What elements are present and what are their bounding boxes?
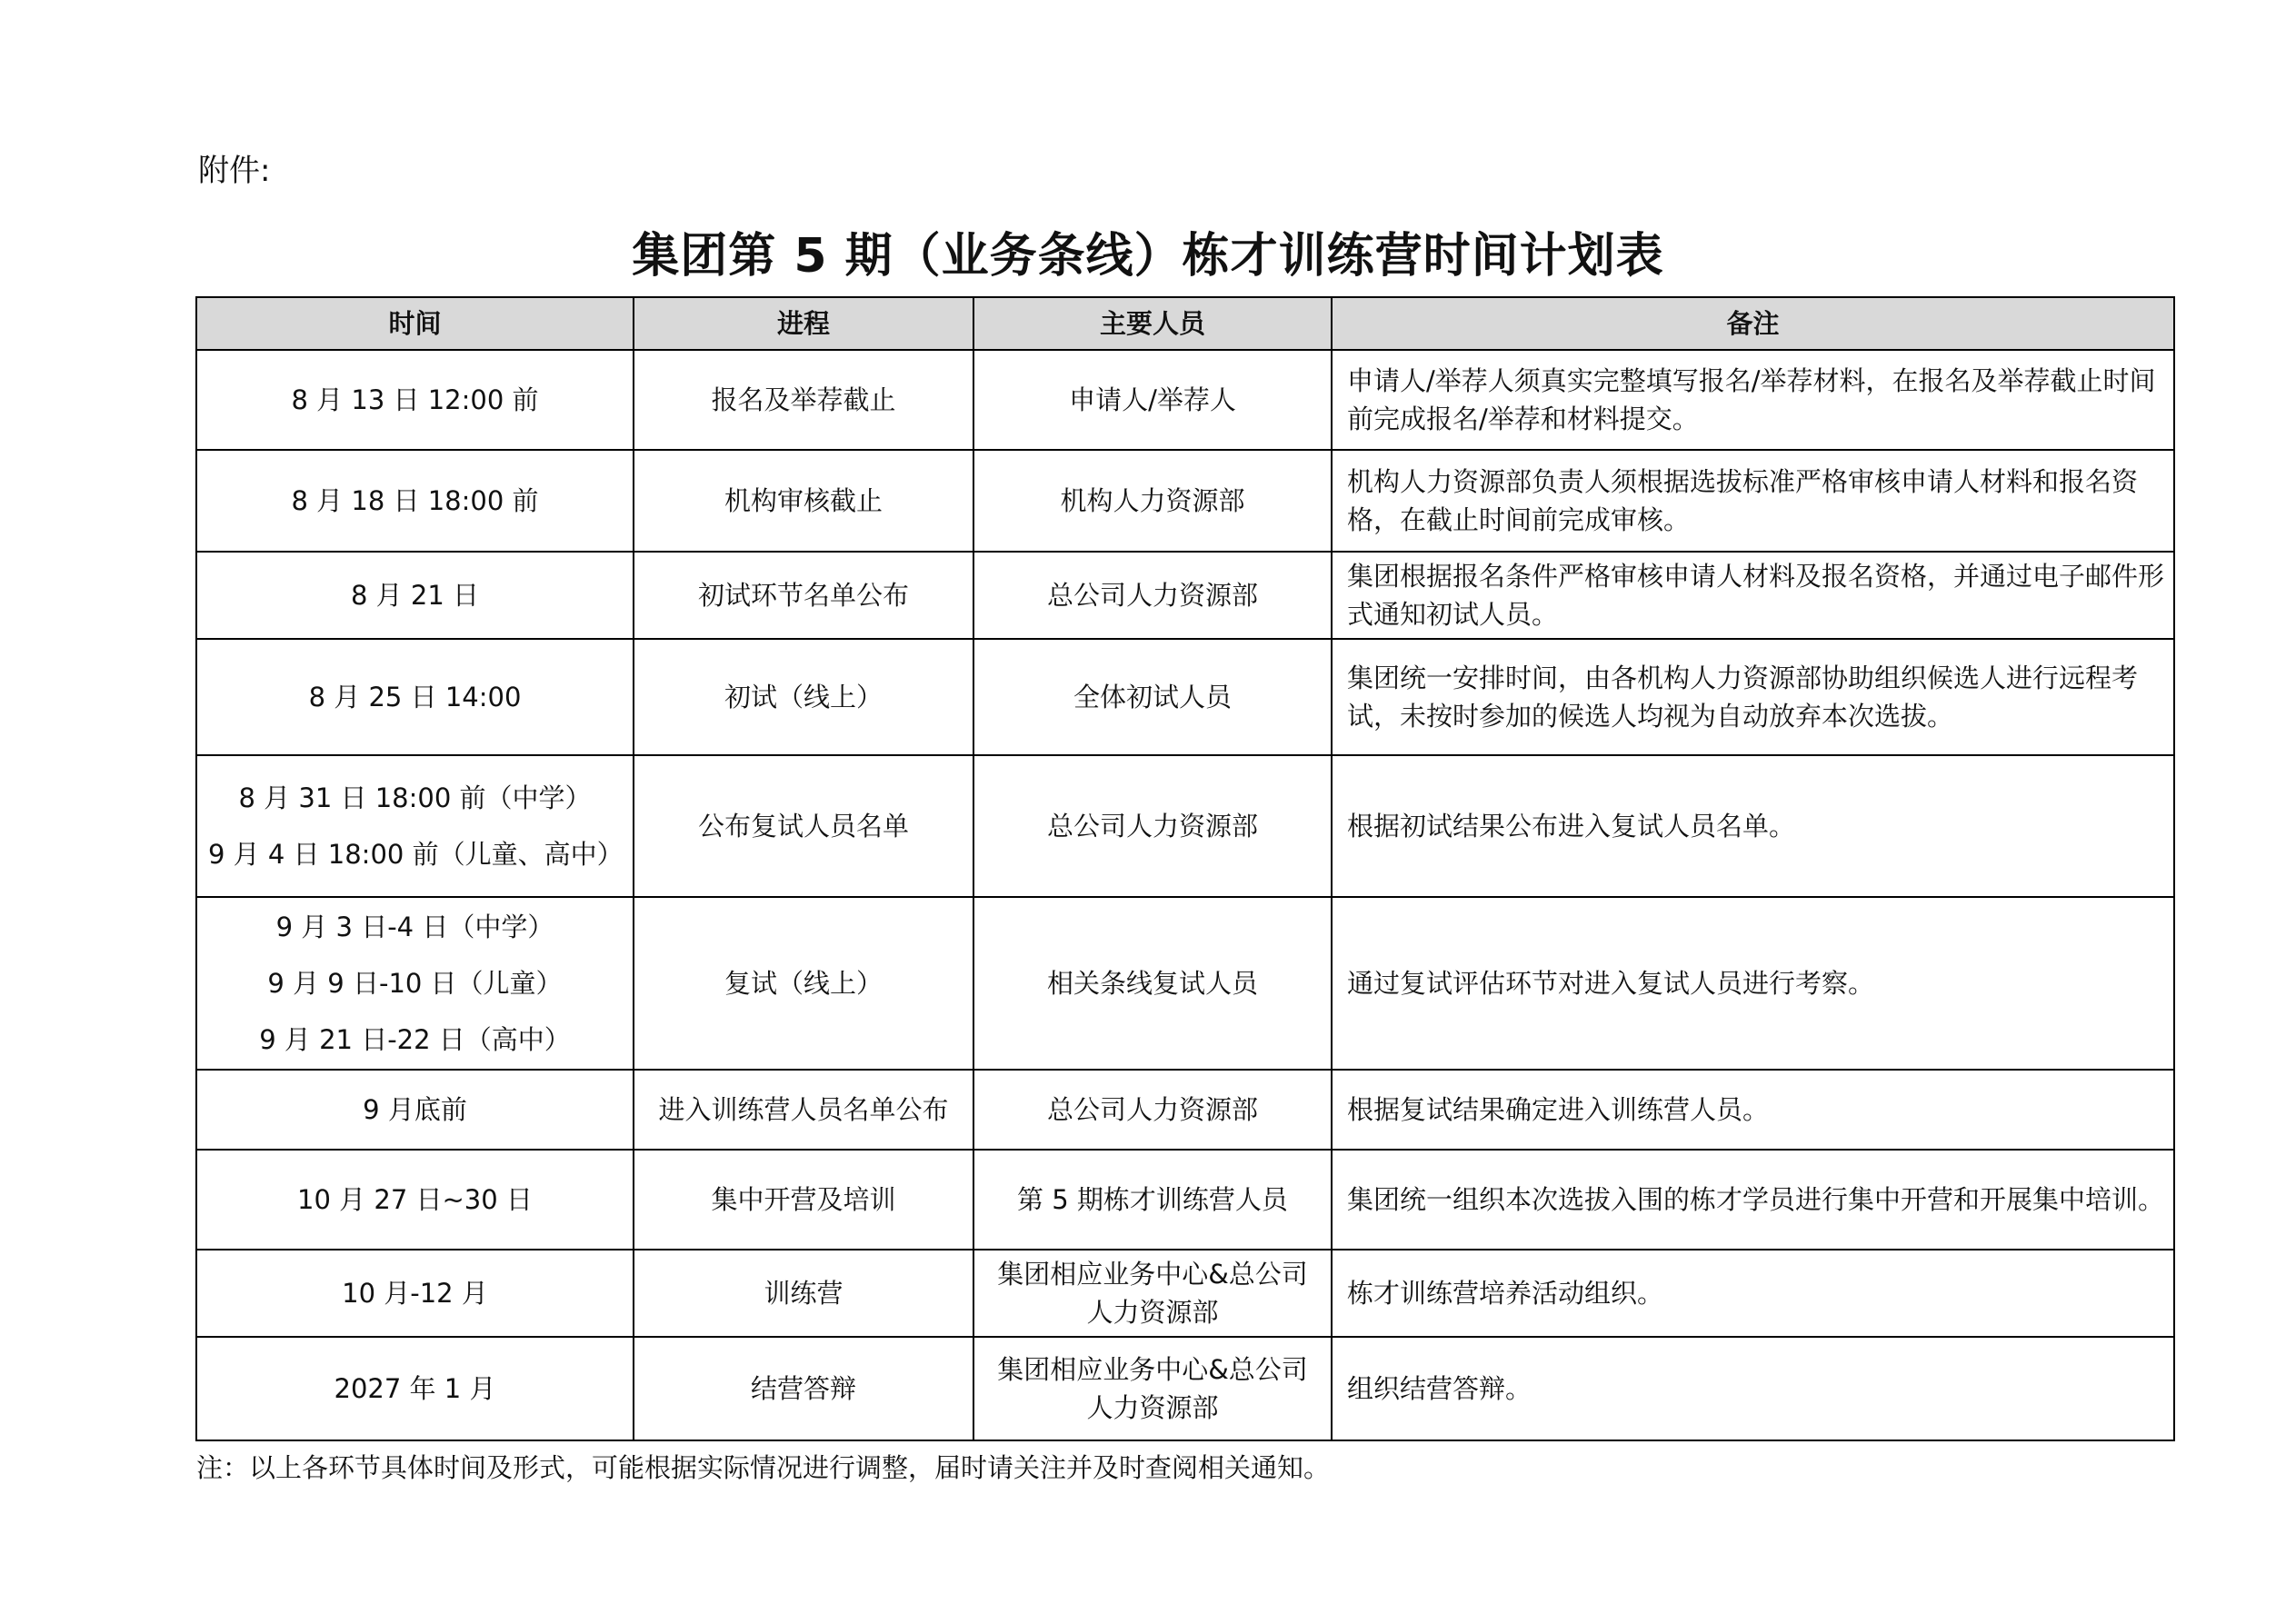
cell-time <box>196 552 634 639</box>
cell-time <box>196 1337 634 1440</box>
table-row <box>196 639 2174 755</box>
header-process: 进程 <box>634 297 973 350</box>
cell-time <box>196 1070 634 1150</box>
time-line: 8 月 18 日 18:00 前 <box>291 485 539 516</box>
cell-note: 集团根据报名条件严格审核申请人材料及报名资格，并通过电子邮件形式通知初试人员。 <box>1332 552 2174 639</box>
attachment-label: 附件: <box>198 153 271 189</box>
cell-note: 集团统一组织本次选拔入围的栋才学员进行集中开营和开展集中培训。 <box>1332 1150 2174 1250</box>
time-line: 8 月 13 日 12:00 前 <box>291 384 539 415</box>
cell-process: 训练营 <box>634 1250 973 1337</box>
cell-note: 集团统一安排时间，由各机构人力资源部协助组织候选人进行远程考试，未按时参加的候选人均视为自动放弃本次选拔。 <box>1332 639 2174 755</box>
cell-people: 全体初试人员 <box>973 639 1332 755</box>
time-line: 9 月 3 日-4 日（中学） <box>275 912 554 942</box>
cell-people: 总公司人力资源部 <box>973 755 1332 897</box>
cell-process: 初试（线上） <box>634 639 973 755</box>
cell-people: 集团相应业务中心&总公司人力资源部 <box>973 1337 1332 1440</box>
cell-people: 集团相应业务中心&总公司人力资源部 <box>973 1250 1332 1337</box>
cell-process: 报名及举荐截止 <box>634 350 973 450</box>
cell-note: 根据初试结果公布进入复试人员名单。 <box>1332 755 2174 897</box>
time-line: 9 月底前 <box>363 1094 467 1125</box>
document-title: 集团第 5 期（业务条线）栋才训练营时间计划表 <box>632 229 1664 284</box>
table-row <box>196 897 2174 1070</box>
table-row <box>196 1150 2174 1250</box>
cell-process: 机构审核截止 <box>634 450 973 552</box>
cell-people: 机构人力资源部 <box>973 450 1332 552</box>
cell-note: 申请人/举荐人须真实完整填写报名/举荐材料，在报名及举荐截止时间前完成报名/举荐和材料提交。 <box>1332 350 2174 450</box>
cell-note: 机构人力资源部负责人须根据选拔标准严格审核申请人材料和报名资格，在截止时间前完成审核。 <box>1332 450 2174 552</box>
table-row <box>196 1250 2174 1337</box>
cell-process: 结营答辩 <box>634 1337 973 1440</box>
cell-process: 初试环节名单公布 <box>634 552 973 639</box>
cell-time <box>196 1150 634 1250</box>
cell-people: 第 5 期栋才训练营人员 <box>973 1150 1332 1250</box>
cell-time <box>196 450 634 552</box>
time-line: 8 月 21 日 <box>350 580 479 611</box>
header-people: 主要人员 <box>973 297 1332 350</box>
cell-people: 相关条线复试人员 <box>973 897 1332 1070</box>
cell-time <box>196 1250 634 1337</box>
time-line: 10 月-12 月 <box>342 1278 488 1309</box>
cell-note: 通过复试评估环节对进入复试人员进行考察。 <box>1332 897 2174 1070</box>
table-row <box>196 1070 2174 1150</box>
time-line: 8 月 31 日 18:00 前（中学） <box>238 782 592 813</box>
header-note: 备注 <box>1332 297 2174 350</box>
table-row <box>196 350 2174 450</box>
cell-note: 组织结营答辩。 <box>1332 1337 2174 1440</box>
header-time: 时间 <box>196 297 634 350</box>
cell-people: 总公司人力资源部 <box>973 552 1332 639</box>
time-line: 10 月 27 日~30 日 <box>297 1184 533 1215</box>
table-row <box>196 1337 2174 1440</box>
time-line: 2027 年 1 月 <box>334 1373 496 1404</box>
cell-time <box>196 755 634 897</box>
cell-process: 复试（线上） <box>634 897 973 1070</box>
cell-process: 公布复试人员名单 <box>634 755 973 897</box>
cell-time <box>196 897 634 1070</box>
time-line: 9 月 21 日-22 日（高中） <box>259 1024 571 1055</box>
cell-note: 栋才训练营培养活动组织。 <box>1332 1250 2174 1337</box>
time-line: 9 月 9 日-10 日（儿童） <box>267 968 563 999</box>
cell-process: 集中开营及培训 <box>634 1150 973 1250</box>
table-row <box>196 755 2174 897</box>
schedule-table <box>195 296 2175 1441</box>
cell-people: 申请人/举荐人 <box>973 350 1332 450</box>
table-header-row <box>196 297 2174 350</box>
footnote: 注：以上各环节具体时间及形式，可能根据实际情况进行调整，届时请关注并及时查阅相关通知。 <box>196 1452 1331 1483</box>
cell-process: 进入训练营人员名单公布 <box>634 1070 973 1150</box>
table-row <box>196 450 2174 552</box>
time-line: 8 月 25 日 14:00 <box>308 682 522 712</box>
cell-time <box>196 639 634 755</box>
time-line: 9 月 4 日 18:00 前（儿童、高中） <box>208 839 624 870</box>
table-body <box>196 350 2174 1440</box>
cell-time <box>196 350 634 450</box>
table-row <box>196 552 2174 639</box>
cell-people: 总公司人力资源部 <box>973 1070 1332 1150</box>
cell-note: 根据复试结果确定进入训练营人员。 <box>1332 1070 2174 1150</box>
